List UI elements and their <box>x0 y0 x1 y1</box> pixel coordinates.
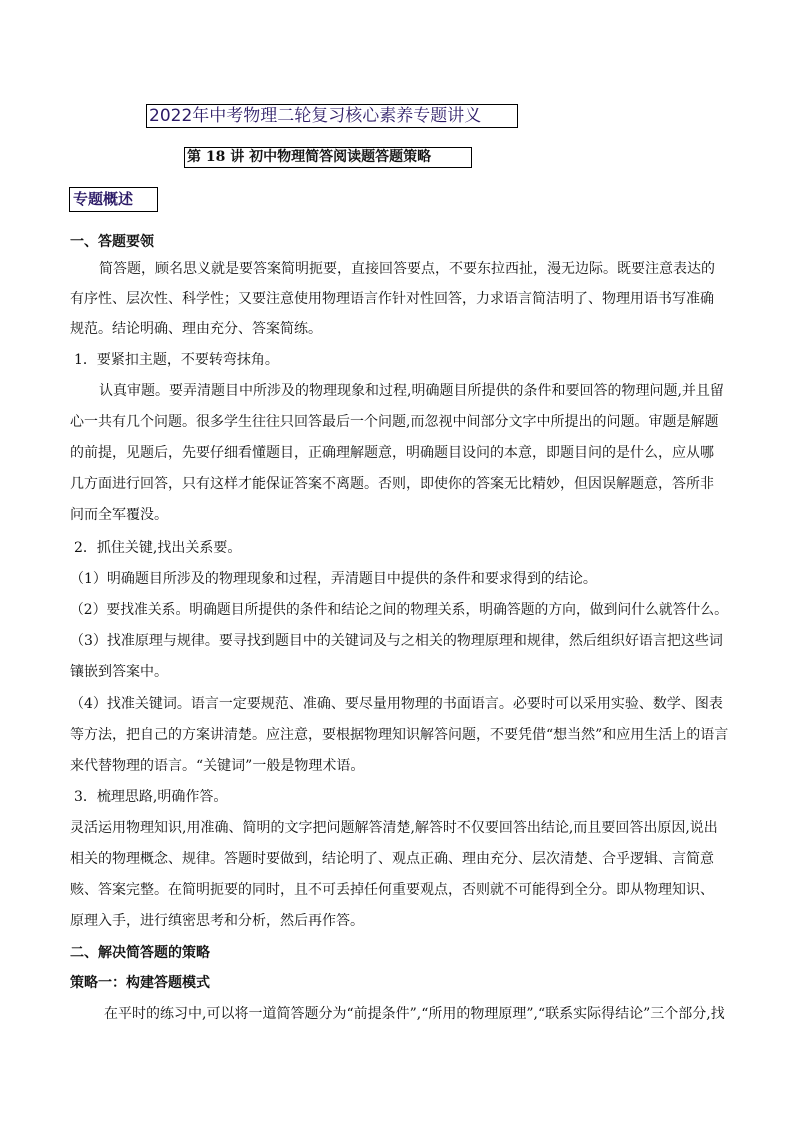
numbered-item: 3．梳理思路,明确作答。 <box>74 789 228 805</box>
sub-item: （4）找准关键词。语言一定要规范、准确、要尽量用物理的书面语言。必要时可以采用实验、数学、图表 <box>70 696 723 712</box>
paragraph-line: 简答题，顾名思义就是要答案简明扼要，直接回答要点，不要东拉西扯，漫无边际。既要注意表达的 <box>99 261 715 277</box>
sub-item: （3）找准原理与规律。要寻找到题目中的关键词及与之相关的物理原理和规律，然后组织好语言把这些词 <box>70 633 723 649</box>
paragraph-line: 原理入手，进行缜密思考和分析，然后再作答。 <box>70 913 364 929</box>
heading-strategies: 二、解决简答题的策略 <box>70 945 210 961</box>
heading-strategy-one: 策略一：构建答题模式 <box>70 975 210 991</box>
sub-item: （1）明确题目所涉及的物理现象和过程，弄清题目中提供的条件和要求得到的结论。 <box>70 571 597 587</box>
paragraph-line: 来代替物理的语言。“关键词”一般是物理术语。 <box>70 758 365 774</box>
paragraph-line: 认真审题。要弄清题目中所涉及的物理现象和过程,明确题目所提供的条件和要回答的物理问题,并且留 <box>99 383 724 399</box>
paragraph-line: 几方面进行回答，只有这样才能保证答案不离题。否则，即使你的答案无比精妙，但因误解题意，答所非 <box>70 476 714 492</box>
paragraph-line: 赅、答案完整。在简明扼要的同时，且不可丢掉任何重要观点，否则就不可能得到全分。即从物理知识、 <box>70 882 714 898</box>
paragraph-line: 等方法，把自己的方案讲清楚。应注意，要根据物理知识解答问题，不要凭借“想当然”和应用生活上的语言 <box>70 727 729 743</box>
document-title: 2022年中考物理二轮复习核心素养专题讲义 <box>146 104 518 128</box>
paragraph-line: 规范。结论明确、理由充分、答案简练。 <box>70 321 322 337</box>
section-overview-label: 专题概述 <box>69 187 158 212</box>
paragraph-line: 有序性、层次性、科学性；又要注意使用物理语言作针对性回答，力求语言简洁明了、物理用语书写准确 <box>70 291 714 307</box>
paragraph-line: 心一共有几个问题。很多学生往往只回答最后一个问题,而忽视中间部分文字中所提出的问题。审题是解题 <box>70 414 719 430</box>
paragraph-line: 相关的物理概念、规律。答题时要做到，结论明了、观点正确、理由充分、层次清楚、合乎逻辑、言简意 <box>70 851 714 867</box>
sub-item: （2）要找准关系。明确题目所提供的条件和结论之间的物理关系，明确答题的方向，做到问什么就答什么。 <box>70 602 728 618</box>
heading-answer-essentials: 一、答题要领 <box>70 234 154 250</box>
paragraph-line: 镶嵌到答案中。 <box>70 664 168 680</box>
paragraph-line: 的前提，见题后，先要仔细看懂题目，正确理解题意，明确题目设问的本意，即题目问的是什么，应从哪 <box>70 445 714 461</box>
paragraph-line: 灵活运用物理知识,用准确、简明的文字把问题解答清楚,解答时不仅要回答出结论,而且要回答出原因,说出 <box>70 820 718 836</box>
paragraph-line: 在平时的练习中,可以将一道简答题分为“前提条件”,“所用的物理原理”,“联系实际得结论”三个部分,找 <box>104 1006 725 1022</box>
lecture-subtitle: 第 18 讲 初中物理简答阅读题答题策略 <box>184 147 472 168</box>
numbered-item: 2．抓住关键,找出关系要。 <box>74 540 242 556</box>
paragraph-line: 问而全军覆没。 <box>70 507 168 523</box>
numbered-item: 1．要紧扣主题，不要转弯抹角。 <box>74 352 279 368</box>
